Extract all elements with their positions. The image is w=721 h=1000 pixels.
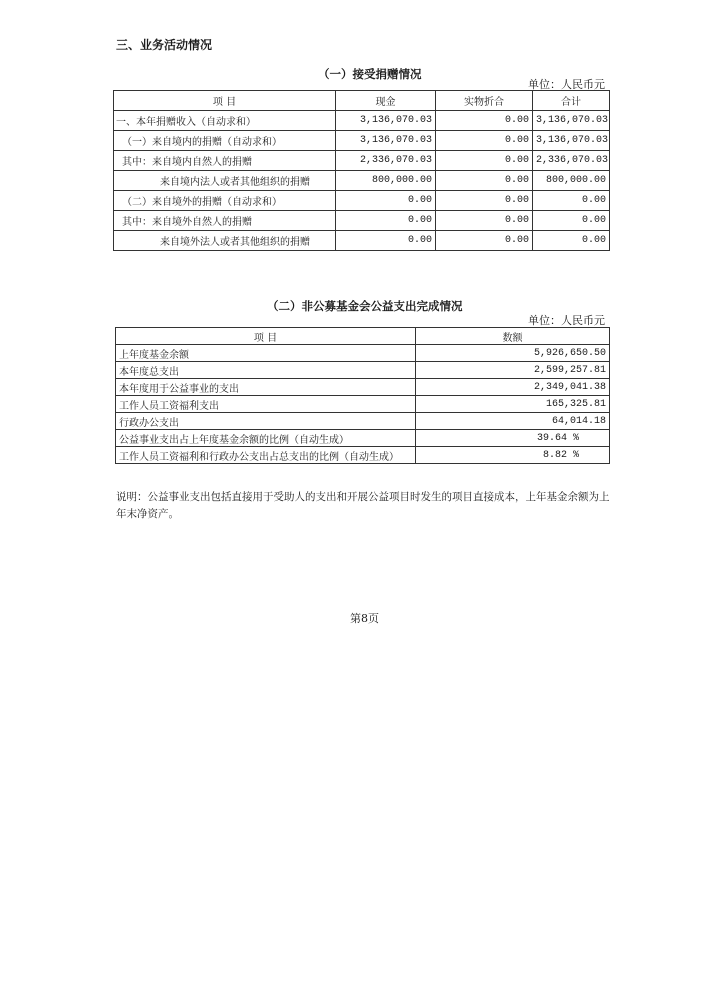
row-label: 其中：来自境内自然人的捐赠 — [114, 151, 336, 171]
row-label: （一）来自境内的捐赠（自动求和） — [114, 131, 336, 151]
row-label: 公益事业支出占上年度基金余额的比例（自动生成） — [116, 430, 416, 447]
table-row — [114, 231, 610, 251]
table-row — [114, 151, 610, 171]
total-cell: 2,336,070.03 — [533, 151, 610, 171]
col-header-item: 项 目 — [114, 91, 336, 111]
table-row — [116, 430, 610, 447]
amount-cell: 8.82 % — [416, 447, 610, 464]
row-label: （二）来自境外的捐赠（自动求和） — [114, 191, 336, 211]
goods-cell: 0.00 — [436, 231, 533, 251]
goods-cell: 0.00 — [436, 191, 533, 211]
table-row — [114, 171, 610, 191]
table-row — [114, 131, 610, 151]
table-row — [114, 191, 610, 211]
explanatory-note: 说明：公益事业支出包括直接用于受助人的支出和开展公益项目时发生的项目直接成本，上年基金余额为上年末净资产。 — [116, 491, 610, 520]
donations-table-title: （一）接受捐赠情况 — [318, 67, 422, 81]
row-label: 来自境外法人或者其他组织的捐赠 — [114, 231, 336, 251]
table-header-row — [116, 328, 610, 345]
cash-cell: 0.00 — [336, 191, 436, 211]
total-cell: 0.00 — [533, 191, 610, 211]
expenditure-table — [115, 327, 610, 464]
amount-cell: 165,325.81 — [416, 396, 610, 413]
total-cell: 800,000.00 — [533, 171, 610, 191]
col-header-total: 合计 — [533, 91, 610, 111]
cash-cell: 3,136,070.03 — [336, 111, 436, 131]
amount-cell: 5,926,650.50 — [416, 345, 610, 362]
cash-cell: 800,000.00 — [336, 171, 436, 191]
table-row — [116, 413, 610, 430]
row-label: 工作人员工资福利支出 — [116, 396, 416, 413]
col-header-goods: 实物折合 — [436, 91, 533, 111]
col-header-cash: 现金 — [336, 91, 436, 111]
amount-cell: 2,349,041.38 — [416, 379, 610, 396]
row-label: 来自境内法人或者其他组织的捐赠 — [114, 171, 336, 191]
row-label: 行政办公支出 — [116, 413, 416, 430]
cash-cell: 0.00 — [336, 231, 436, 251]
row-label: 其中：来自境外自然人的捐赠 — [114, 211, 336, 231]
expenditure-unit: 单位：人民币元 — [528, 314, 605, 327]
amount-cell: 2,599,257.81 — [416, 362, 610, 379]
cash-cell: 3,136,070.03 — [336, 131, 436, 151]
table-row — [116, 345, 610, 362]
total-cell: 0.00 — [533, 231, 610, 251]
total-cell: 3,136,070.03 — [533, 131, 610, 151]
cash-cell: 2,336,070.03 — [336, 151, 436, 171]
total-cell: 0.00 — [533, 211, 610, 231]
total-cell: 3,136,070.03 — [533, 111, 610, 131]
donations-unit: 单位：人民币元 — [528, 78, 605, 91]
row-label: 本年度用于公益事业的支出 — [116, 379, 416, 396]
col-header-amount: 数额 — [416, 328, 610, 345]
table-header-row — [114, 91, 610, 111]
table-row — [116, 379, 610, 396]
row-label: 上年度基金余额 — [116, 345, 416, 362]
donations-table — [113, 90, 610, 251]
goods-cell: 0.00 — [436, 151, 533, 171]
amount-cell: 64,014.18 — [416, 413, 610, 430]
table-row — [114, 111, 610, 131]
goods-cell: 0.00 — [436, 171, 533, 191]
expenditure-table-title: （二）非公募基金会公益支出完成情况 — [267, 299, 463, 313]
cash-cell: 0.00 — [336, 211, 436, 231]
table-row — [116, 447, 610, 464]
row-label: 工作人员工资福利和行政办公支出占总支出的比例（自动生成） — [116, 447, 416, 464]
table-row — [114, 211, 610, 231]
goods-cell: 0.00 — [436, 131, 533, 151]
row-label: 一、本年捐赠收入（自动求和） — [114, 111, 336, 131]
page-number: 第8页 — [350, 612, 379, 625]
table-row — [116, 396, 610, 413]
section-title: 三、业务活动情况 — [116, 38, 213, 52]
col-header-item: 项 目 — [116, 328, 416, 345]
amount-cell: 39.64 % — [416, 430, 610, 447]
goods-cell: 0.00 — [436, 111, 533, 131]
goods-cell: 0.00 — [436, 211, 533, 231]
row-label: 本年度总支出 — [116, 362, 416, 379]
table-row — [116, 362, 610, 379]
